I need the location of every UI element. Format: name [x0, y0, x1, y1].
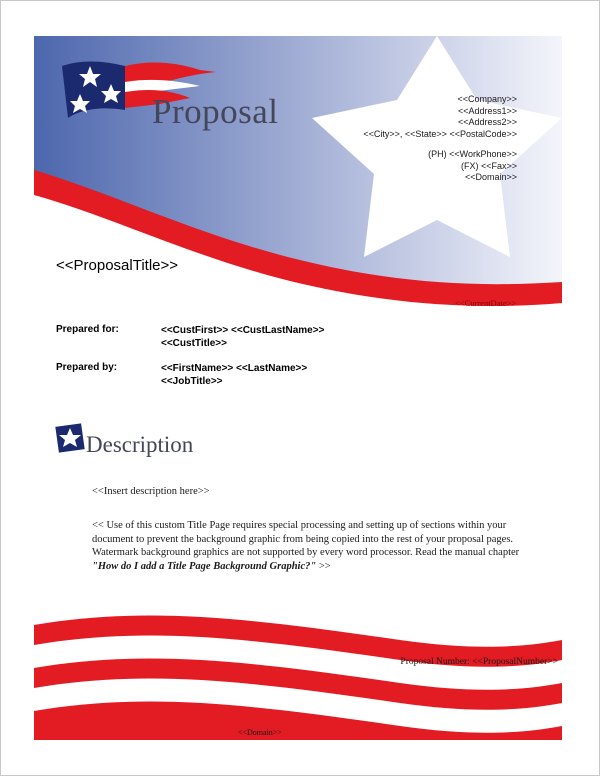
address2-field: <<Address2>>: [457, 117, 517, 127]
current-date: <<CurrentDate>>: [455, 298, 517, 308]
proposal-number: Proposal Number: <<ProposalNumber>>: [400, 657, 558, 667]
note-line-1: << Use of this custom Title Page requires special processing and setting up of sections within your: [92, 520, 507, 531]
note-end: >>: [316, 560, 331, 572]
note-line-3: Watermark background graphics are not supported by every word processor. Read the manual chapter: [92, 547, 520, 558]
customer-title: <<CustTitle>>: [161, 338, 227, 349]
proposal-title: <<ProposalTitle>>: [56, 257, 179, 274]
prepared-for-label: Prepared for:: [56, 324, 119, 335]
prepared-by-block: [161, 362, 307, 388]
description-placeholder: <<Insert description here>>: [92, 486, 210, 497]
author-name: <<FirstName>> <<LastName>>: [161, 363, 308, 374]
domain-field: <<Domain>>: [464, 172, 517, 182]
phone-field: (PH) <<WorkPhone>>: [428, 149, 517, 159]
address1-field: <<Address1>>: [457, 105, 517, 116]
footer-domain: <<Domain>>: [238, 728, 282, 737]
manual-chapter-link[interactable]: "How do I add a Title Page Background Graphic?": [92, 560, 317, 572]
prepared-by-label: Prepared by:: [56, 362, 118, 373]
customer-name: <<CustFirst>> <<CustLastName>>: [161, 325, 325, 336]
fax-field: (FX) <<Fax>>: [460, 160, 517, 171]
contact-block: [363, 94, 517, 140]
author-title: <<JobTitle>>: [161, 376, 223, 387]
company-field: <<Company>>: [457, 94, 517, 104]
city-state-zip-field: <<City>>, <<State>> <<PostalCode>>: [363, 128, 517, 139]
contact-phone-block: [428, 149, 517, 184]
description-heading: Description: [86, 432, 194, 457]
prepared-for-block: [161, 324, 324, 350]
document-title: Proposal: [152, 92, 279, 131]
description-note: [92, 519, 552, 573]
note-line-2: document to prevent the background graphic from being copied into the rest of your proposal pages.: [92, 533, 514, 545]
note-line-4: [92, 560, 552, 574]
